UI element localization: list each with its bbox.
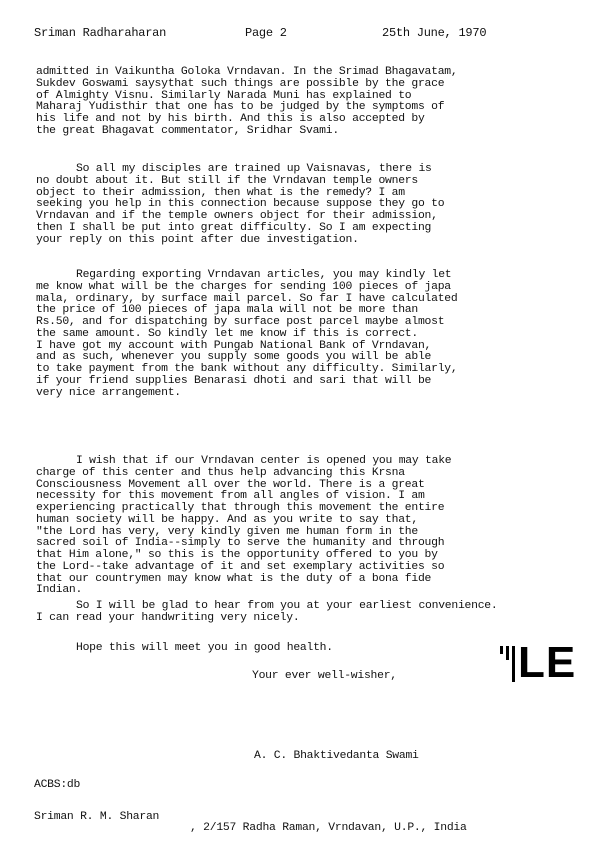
header-page-number: Page 2 — [245, 26, 287, 40]
file-stamp-broken-f — [498, 646, 518, 682]
paragraph-2: So all my disciples are trained up Vaisnavas, there is no doubt about it. But still if the Vrndavan temple owners object to their admission, then what is the remedy? I am seeking you help in this connection because suppose they go to Vrndavan and if the temple owners object for their admission, then I shall be put into great difficulty. So I am expecting your reply on this point after due investigation. — [36, 163, 445, 246]
paragraph-1: admitted in Vaikuntha Goloka Vrndavan. In the Srimad Bhagavatam, Sukdev Goswami saysythat such things are possible by the grace of Almighty Visnu. Similarly Narada Muni has explained to Maharaj Yudisthir that one has to be judged by the symptoms of his life and not by his birth. And this is also accepted by the great Bhagavat commentator, Sridhar Svami. — [36, 66, 458, 137]
header-recipient-name: Sriman Radharaharan — [34, 26, 167, 40]
file-stamp-letters: LE — [518, 638, 577, 687]
closing-health-line: Hope this will meet you in good health. — [76, 642, 333, 654]
paragraph-3: Regarding exporting Vrndavan articles, you may kindly let me know what will be the charges for sending 100 pieces of japa mala, ordinary, by surface mail parcel. So far I have calculated the price of 100 pieces of japa mala will not be more than Rs.50, and for dispatching by surface post parcel maybe almost the same amount. So kindly let me know if this is correct. I have got my account with Pungab National Bank of Vrndavan, and as such, whenever you supply some goods you will be able to take payment from the bank without any difficulty. Similarly, if your friend supplies Benarasi dhoti and sari that will be very nice arrangement. — [36, 269, 458, 399]
valediction: Your ever well-wisher, — [252, 670, 397, 682]
signature-name: A. C. Bhaktivedanta Swami — [254, 750, 419, 762]
recipient-name: Sriman R. M. Sharan — [34, 811, 160, 823]
paragraph-4: I wish that if our Vrndavan center is opened you may take charge of this center and thus help advancing this Krsna Consciousness Movement all over the world. There is a great necessity for this movement from all angles of vision. I am experiencing practically that through this movement the entire human society will be happy. And as you write to say that, "the Lord has very, very kindly given me human form in the sacred soil of India--simply to serve the humanity and through that Him alone," so this is the opportunity offered to you by the Lord--take advantage of it and set exemplary activities so that our countrymen may know what is the duty of a bona fide Indian. — [36, 455, 452, 597]
header-date: 25th June, 1970 — [382, 26, 487, 40]
typist-initials: ACBS:db — [34, 779, 81, 791]
file-stamp — [494, 640, 594, 686]
paragraph-5: So I will be glad to hear from you at your earliest convenience. I can read your handwriting very nicely. — [36, 600, 498, 624]
recipient-address: , 2/157 Radha Raman, Vrndavan, U.P., India — [190, 822, 467, 834]
